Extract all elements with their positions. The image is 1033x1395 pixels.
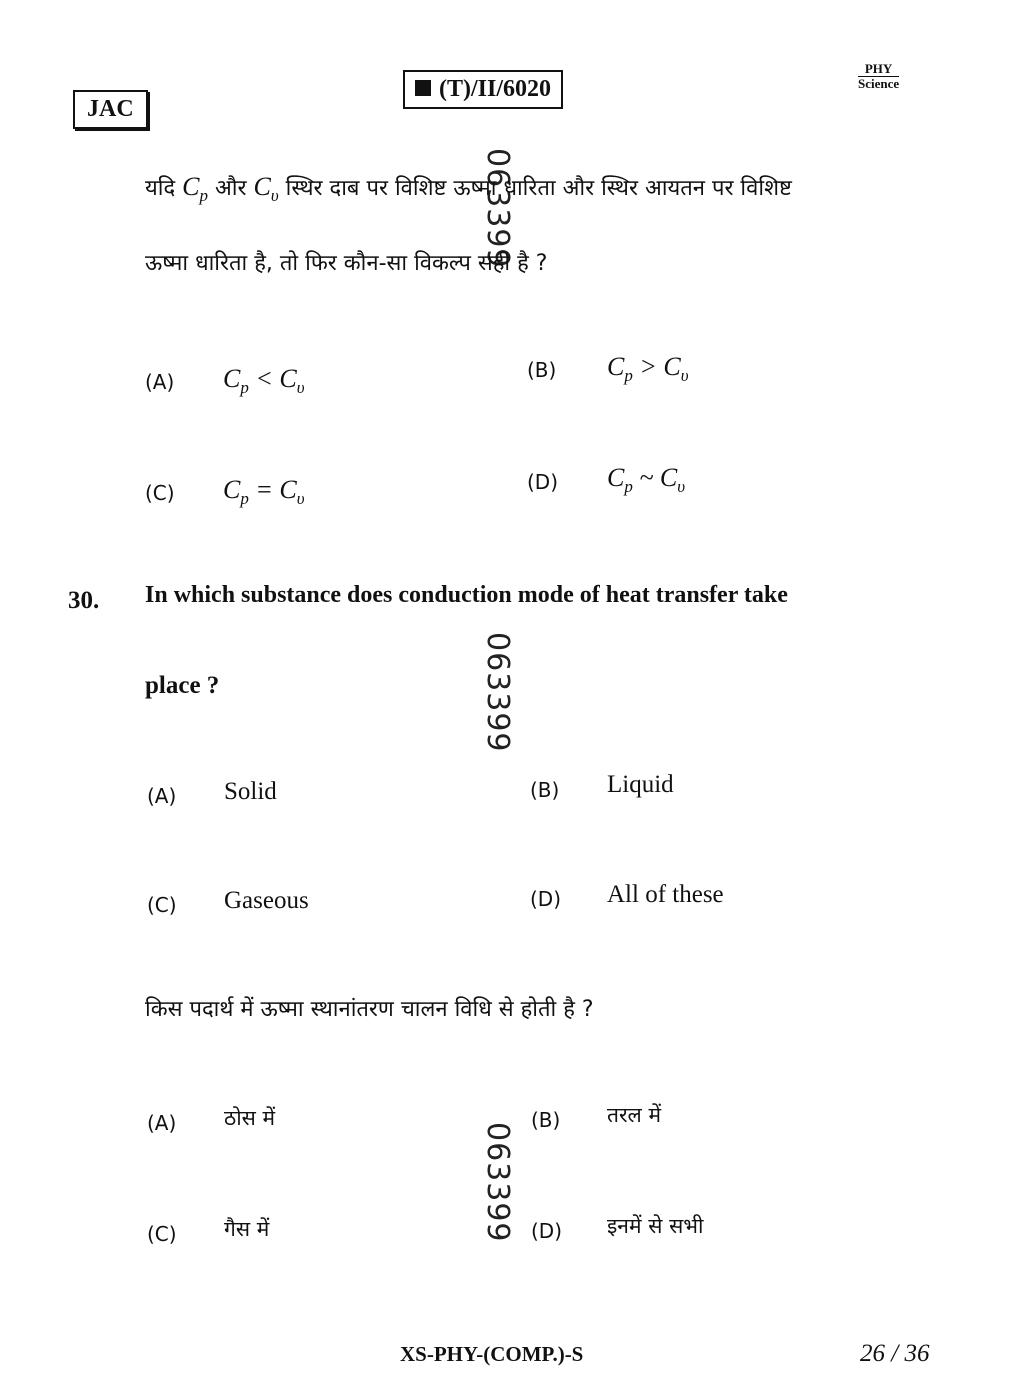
q29-word-if: यदि (145, 176, 176, 201)
q30-opt-a: Solid (224, 778, 277, 805)
subject-block (858, 62, 899, 91)
q29-opt-d-label: (D) (527, 470, 559, 494)
q30-hi-opt-b: तरल में (607, 1103, 662, 1127)
q29-line1-rest: स्थिर दाब पर विशिष्ट ऊष्मा धारिता और स्थिर आयतन पर विशिष्ट (285, 176, 792, 201)
paper-code-box (403, 70, 563, 109)
q29-opt-c-label: (C) (145, 481, 175, 505)
subject-name: Science (858, 76, 900, 91)
q30-opt-c: Gaseous (224, 887, 309, 914)
q30-opt-c-label: (C) (147, 893, 177, 917)
q30-opt-b-label: (B) (530, 778, 560, 802)
q29-hindi-line1 (145, 172, 792, 206)
q30-hi-opt-c-label: (C) (147, 1222, 177, 1246)
q30-opt-d-label: (D) (530, 887, 562, 911)
q29-opt-c: $C_p = C_\upsilon$ (223, 475, 305, 509)
board-label: JAC (73, 90, 148, 129)
q30-line2: place ? (145, 672, 220, 699)
page-number: 26 / 36 (860, 1340, 930, 1367)
q29-opt-d: $C_p$ ~ $C_\upsilon$ (607, 463, 686, 497)
q29-opt-b: $C_p > C_\upsilon$ (607, 352, 689, 386)
q30-opt-b: Liquid (607, 771, 674, 798)
q30-line1: In which substance does conduction mode of heat transfer take (145, 582, 788, 608)
q29-opt-b-label: (B) (527, 358, 557, 382)
q29-opt-a: $C_p < C_\upsilon$ (223, 364, 305, 398)
q30-hi-opt-c: गैस में (224, 1217, 270, 1241)
serial-stamp-3: 063399 (480, 1122, 515, 1243)
q30-opt-d: All of these (607, 881, 724, 908)
footer-code: XS-PHY-(COMP.)-S (400, 1342, 584, 1366)
q30-hi-opt-b-label: (B) (531, 1108, 561, 1132)
q30-hi-opt-d: इनमें से सभी (607, 1214, 704, 1238)
subject-short: PHY (858, 62, 899, 77)
paper-code: (T)/II/6020 (439, 76, 552, 102)
q29-cv: $C_\upsilon$ (253, 172, 279, 206)
q30-hi-opt-a-label: (A) (147, 1111, 177, 1135)
q29-opt-a-label: (A) (145, 370, 175, 394)
q30-hindi-question: किस पदार्थ में ऊष्मा स्थानांतरण चालन विधि से होती है ? (145, 997, 594, 1022)
q30-opt-a-label: (A) (147, 784, 177, 808)
q29-hindi-line2: ऊष्मा धारिता है, तो फिर कौन-सा विकल्प सही है ? (145, 251, 548, 276)
q30-number: 30. (68, 587, 100, 614)
q30-hi-opt-d-label: (D) (531, 1219, 563, 1243)
q30-hi-opt-a: ठोस में (224, 1106, 276, 1130)
q29-cp: $C_p$ (182, 172, 208, 206)
serial-stamp-1: 063399 (480, 148, 515, 269)
square-icon (415, 80, 431, 96)
serial-stamp-2: 063399 (480, 632, 515, 753)
q29-word-and: और (214, 176, 247, 201)
